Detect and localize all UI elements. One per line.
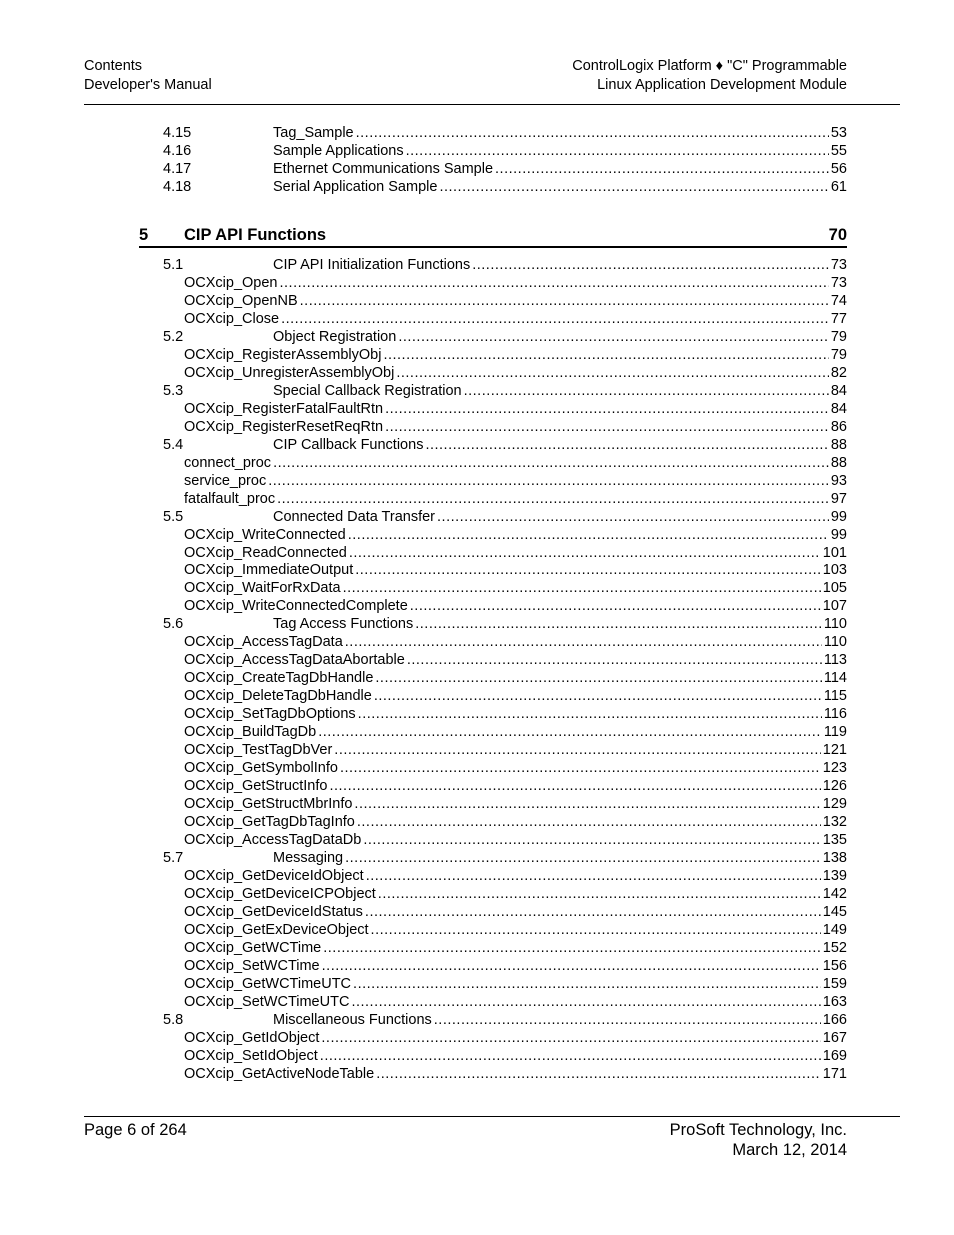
footer-right <box>670 1120 847 1160</box>
dot-leader <box>437 508 829 526</box>
toc-entry-number: 5.2 <box>163 328 184 345</box>
toc-function-entry[interactable] <box>0 651 954 669</box>
toc-entry-title: Tag Access Functions <box>273 616 414 633</box>
toc-entry-title: CIP API Initialization Functions <box>273 257 471 273</box>
dot-leader <box>343 579 821 597</box>
toc-function-entry[interactable] <box>0 903 954 921</box>
toc-entry-page: 84 <box>830 400 847 417</box>
dot-leader <box>356 124 829 142</box>
toc-entry-page: 110 <box>823 634 847 651</box>
toc-entry-title: CIP Callback Functions <box>273 436 424 453</box>
dot-leader <box>280 274 829 292</box>
toc-section-entry[interactable] <box>0 382 954 400</box>
header-divider <box>84 104 900 105</box>
toc-entry-title: OCXcip_GetExDeviceObject <box>184 921 369 938</box>
toc-entry-title: OCXcip_ImmediateOutput <box>184 562 354 579</box>
toc-entry-page: 101 <box>822 544 847 561</box>
toc-entry-title: OCXcip_AccessTagDataDb <box>184 832 362 849</box>
toc-entry-number: 4.18 <box>163 179 192 195</box>
toc-function-entry[interactable] <box>0 885 954 903</box>
toc-function-entry[interactable] <box>0 472 954 490</box>
toc-entry-title: OCXcip_WriteConnectedComplete <box>184 598 408 615</box>
dot-leader <box>281 310 829 328</box>
toc-function-entry[interactable] <box>0 741 954 759</box>
toc-entry-title: OCXcip_SetTagDbOptions <box>184 706 356 723</box>
toc-entry-title: OCXcip_GetDeviceIdObject <box>184 867 364 884</box>
dot-leader <box>268 472 829 490</box>
dot-leader <box>410 597 821 615</box>
header-manual: Developer's Manual <box>84 77 212 93</box>
toc-function-entry[interactable] <box>0 975 954 993</box>
toc-entry-page: 56 <box>830 161 847 177</box>
dot-leader <box>358 705 822 723</box>
toc-entry-page: 97 <box>830 490 847 507</box>
toc-entry-page: 110 <box>823 616 847 633</box>
dot-leader <box>385 418 829 436</box>
toc-entry-title: OCXcip_GetDeviceIdStatus <box>184 903 363 920</box>
dot-leader <box>334 741 821 759</box>
toc-entry-title: OCXcip_CreateTagDbHandle <box>184 670 374 687</box>
toc-entry-page: 121 <box>822 742 847 759</box>
dot-leader <box>365 903 821 921</box>
dot-leader <box>277 490 829 508</box>
dot-leader <box>320 1047 821 1065</box>
toc-entry-title: Messaging <box>273 850 344 866</box>
toc-section-entry[interactable] <box>0 436 954 454</box>
toc-entry-title: OCXcip_RegisterAssemblyObj <box>184 346 382 363</box>
toc-entry-title: OCXcip_GetActiveNodeTable <box>184 1065 375 1082</box>
toc-entry-page: 138 <box>822 850 847 866</box>
header-right <box>572 57 847 95</box>
toc-function-entry[interactable] <box>0 1065 954 1083</box>
toc-function-entry[interactable] <box>0 274 954 292</box>
toc-entry-page: 169 <box>822 1047 847 1064</box>
footer-company: ProSoft Technology, Inc. <box>669 1121 847 1139</box>
toc-function-entry[interactable] <box>0 346 954 364</box>
toc-entry-title: connect_proc <box>184 454 272 471</box>
toc-entry-number: 5.4 <box>163 436 184 453</box>
toc-entry-title: OCXcip_Close <box>184 310 280 327</box>
dot-leader <box>349 544 821 562</box>
toc-entry-page: 116 <box>823 706 847 723</box>
toc-entry-number: 5.5 <box>163 508 184 525</box>
toc-function-entry[interactable] <box>0 1029 954 1047</box>
chapter-heading[interactable] <box>139 225 847 245</box>
toc-entry-title: OCXcip_DeleteTagDbHandle <box>184 688 372 705</box>
toc-function-entry[interactable] <box>0 490 954 508</box>
dot-leader <box>434 1011 821 1029</box>
toc-entry-page: 123 <box>822 760 847 777</box>
dot-leader <box>376 1065 821 1083</box>
toc-entry-title: OCXcip_WaitForRxData <box>184 580 341 597</box>
dot-leader <box>353 975 821 993</box>
toc-entry-page: 114 <box>823 670 847 687</box>
dot-leader <box>439 178 828 196</box>
toc-entry-title: OCXcip_SetWCTimeUTC <box>184 993 350 1010</box>
dot-leader <box>351 993 820 1011</box>
dot-leader <box>385 400 829 418</box>
toc-section-entry[interactable] <box>0 615 954 633</box>
toc-function-entry[interactable] <box>0 418 954 436</box>
dot-leader <box>329 777 820 795</box>
toc-entry-page: 152 <box>822 939 847 956</box>
toc-entry-title: OCXcip_GetIdObject <box>184 1029 320 1046</box>
chapter-divider <box>139 246 847 248</box>
chapter-title: CIP API Functions <box>184 226 327 244</box>
toc-entry-page: 105 <box>822 580 847 597</box>
toc-entry-page: 139 <box>822 867 847 884</box>
toc-entry-page: 156 <box>822 957 847 974</box>
toc-function-entry[interactable] <box>0 633 954 651</box>
toc-entry-title: OCXcip_ReadConnected <box>184 544 347 561</box>
toc-entry-number: 5.8 <box>163 1011 184 1028</box>
toc-section-entry[interactable] <box>0 328 954 346</box>
toc-entry-page: 84 <box>830 382 847 399</box>
toc-entry-title: Ethernet Communications Sample <box>273 161 494 177</box>
dot-leader <box>323 939 821 957</box>
dot-leader <box>375 669 821 687</box>
toc-entry-page: 167 <box>822 1029 847 1046</box>
toc-entry-page: 145 <box>822 903 847 920</box>
toc-entry-number: 5.3 <box>163 382 184 399</box>
toc-entry-page: 132 <box>822 814 847 831</box>
toc-entry-title: OCXcip_GetWCTimeUTC <box>184 975 352 992</box>
toc-function-entry[interactable] <box>0 813 954 831</box>
toc-function-entry[interactable] <box>0 310 954 328</box>
toc-function-entry[interactable] <box>0 597 954 615</box>
toc-entry-title: OCXcip_Open <box>184 274 278 291</box>
toc-function-entry[interactable] <box>0 921 954 939</box>
toc-entry-page: 113 <box>823 652 847 669</box>
dot-leader <box>464 382 829 400</box>
toc-entry-page: 79 <box>830 346 847 363</box>
toc-section-entry[interactable] <box>0 508 954 526</box>
toc-entry-page: 55 <box>830 143 847 159</box>
dot-leader <box>273 454 829 472</box>
toc-entry-title: OCXcip_GetStructMbrInfo <box>184 796 353 813</box>
toc-entry-page: 86 <box>830 418 847 435</box>
dot-leader <box>348 526 829 544</box>
toc-section-entry[interactable] <box>0 142 954 160</box>
dot-leader <box>425 436 828 454</box>
toc-entry-title: OCXcip_AccessTagDataAbortable <box>184 652 405 669</box>
footer-page-number: Page 6 of 264 <box>84 1121 187 1139</box>
toc-entry-title: Object Registration <box>273 328 397 345</box>
dot-leader <box>300 292 829 310</box>
toc-entry-title: OCXcip_RegisterFatalFaultRtn <box>184 400 384 417</box>
toc-entry-page: 163 <box>822 993 847 1010</box>
toc-function-entry[interactable] <box>0 831 954 849</box>
toc-entry-title: OCXcip_SetIdObject <box>184 1047 318 1064</box>
toc-function-entry[interactable] <box>0 579 954 597</box>
toc-entry-page: 73 <box>830 274 847 291</box>
toc-section-entry[interactable] <box>0 1011 954 1029</box>
toc-function-entry[interactable] <box>0 867 954 885</box>
toc-entry-title: OCXcip_GetTagDbTagInfo <box>184 814 355 831</box>
toc-entry-title: service_proc <box>184 472 267 489</box>
toc-section-entry[interactable] <box>0 160 954 178</box>
toc-entry-title: Connected Data Transfer <box>273 508 436 525</box>
toc-entry-number: 4.17 <box>163 161 192 177</box>
toc-entry-page: 74 <box>830 292 847 309</box>
toc-entry-page: 107 <box>822 598 847 615</box>
toc-entry-page: 115 <box>823 688 847 705</box>
toc-entry-title: OCXcip_GetStructInfo <box>184 778 328 795</box>
toc-entry-page: 73 <box>830 257 847 273</box>
toc-function-entry[interactable] <box>0 292 954 310</box>
dot-leader <box>357 813 821 831</box>
toc-entry-number: 5.7 <box>163 850 184 866</box>
dot-leader <box>345 849 821 867</box>
dot-leader <box>322 957 821 975</box>
toc-entry-title: Sample Applications <box>273 143 404 159</box>
toc-entry-title: OCXcip_GetSymbolInfo <box>184 760 338 777</box>
toc-entry-number: 5.6 <box>163 616 184 633</box>
toc-entry-title: fatalfault_proc <box>184 490 276 507</box>
chapter-number: 5 <box>139 226 149 244</box>
chapter-page: 70 <box>828 226 847 244</box>
dot-leader <box>354 795 820 813</box>
toc-section-entry[interactable] <box>0 124 954 142</box>
toc-entry-page: 159 <box>822 975 847 992</box>
toc-function-entry[interactable] <box>0 364 954 382</box>
toc-function-entry[interactable] <box>0 939 954 957</box>
toc-function-entry[interactable] <box>0 957 954 975</box>
dot-leader <box>407 651 822 669</box>
toc-entry-title: Tag_Sample <box>273 125 354 141</box>
footer-divider <box>84 1116 900 1117</box>
toc-entry-page: 99 <box>830 526 847 543</box>
toc-entry-title: Miscellaneous Functions <box>273 1011 432 1028</box>
dot-leader <box>495 160 829 178</box>
toc-entry-page: 103 <box>822 562 847 579</box>
toc-entry-title: OCXcip_OpenNB <box>184 292 298 309</box>
dot-leader <box>415 615 822 633</box>
toc-entry-page: 119 <box>823 724 847 741</box>
dot-leader <box>318 723 822 741</box>
toc-function-entry[interactable] <box>0 723 954 741</box>
header-section: Contents <box>84 58 143 74</box>
toc-entry-page: 99 <box>830 508 847 525</box>
toc-entry-title: OCXcip_GetWCTime <box>184 939 322 956</box>
dot-leader <box>366 867 821 885</box>
toc-entry-page: 149 <box>822 921 847 938</box>
toc-entry-page: 79 <box>830 328 847 345</box>
toc-entry-title: Serial Application Sample <box>273 179 438 195</box>
dot-leader <box>371 921 821 939</box>
dot-leader <box>340 759 821 777</box>
dot-leader <box>355 561 821 579</box>
dot-leader <box>363 831 820 849</box>
header-module: Linux Application Development Module <box>597 77 847 93</box>
toc-entry-number: 4.15 <box>163 125 192 141</box>
toc-entry-number: 4.16 <box>163 143 192 159</box>
toc-function-entry[interactable] <box>0 759 954 777</box>
toc-entry-title: OCXcip_RegisterResetReqRtn <box>184 418 384 435</box>
toc-function-entry[interactable] <box>0 454 954 472</box>
toc-entry-page: 61 <box>830 179 847 195</box>
toc-section-entry[interactable] <box>0 849 954 867</box>
toc-function-entry[interactable] <box>0 777 954 795</box>
toc-entry-page: 88 <box>830 436 847 453</box>
toc-entry-title: OCXcip_SetWCTime <box>184 957 320 974</box>
toc-function-entry[interactable] <box>0 1047 954 1065</box>
dot-leader <box>472 256 829 274</box>
toc-function-entry[interactable] <box>0 705 954 723</box>
dot-leader <box>406 142 829 160</box>
toc-function-entry[interactable] <box>0 795 954 813</box>
dot-leader <box>396 364 829 382</box>
toc-entry-title: Special Callback Registration <box>273 382 462 399</box>
toc-entry-page: 53 <box>830 125 847 141</box>
dot-leader <box>345 633 822 651</box>
toc-entry-title: OCXcip_BuildTagDb <box>184 724 317 741</box>
toc-section-entry[interactable] <box>0 256 954 274</box>
toc-function-entry[interactable] <box>0 561 954 579</box>
toc-entry-title: OCXcip_TestTagDbVer <box>184 742 333 759</box>
toc-entry-title: OCXcip_GetDeviceICPObject <box>184 885 376 902</box>
dot-leader <box>374 687 822 705</box>
toc-function-entry[interactable] <box>0 400 954 418</box>
toc-entry-page: 129 <box>822 796 847 813</box>
toc-entry-title: OCXcip_WriteConnected <box>184 526 346 543</box>
toc-entry-page: 166 <box>822 1011 847 1028</box>
toc-function-entry[interactable] <box>0 544 954 562</box>
toc-entry-title: OCXcip_AccessTagData <box>184 634 343 651</box>
toc-entry-page: 77 <box>830 310 847 327</box>
toc-entry-page: 135 <box>822 832 847 849</box>
toc-entry-title: OCXcip_UnregisterAssemblyObj <box>184 364 395 381</box>
dot-leader <box>383 346 828 364</box>
toc-entry-page: 93 <box>830 472 847 489</box>
toc-function-entry[interactable] <box>0 526 954 544</box>
footer-date: March 12, 2014 <box>732 1141 847 1159</box>
toc-entry-number: 5.1 <box>163 257 184 273</box>
toc-entry-page: 82 <box>830 364 847 381</box>
toc-function-entry[interactable] <box>0 993 954 1011</box>
toc-function-entry[interactable] <box>0 687 954 705</box>
dot-leader <box>321 1029 820 1047</box>
toc-section-entry[interactable] <box>0 178 954 196</box>
dot-leader <box>398 328 829 346</box>
toc-function-entry[interactable] <box>0 669 954 687</box>
dot-leader <box>378 885 821 903</box>
toc-entry-page: 88 <box>830 454 847 471</box>
toc-entry-page: 142 <box>822 885 847 902</box>
toc-entry-page: 126 <box>822 778 847 795</box>
header-left <box>84 57 212 95</box>
toc-entry-page: 171 <box>822 1065 847 1082</box>
header-platform: ControlLogix Platform ♦ "C" Programmable <box>572 58 847 74</box>
